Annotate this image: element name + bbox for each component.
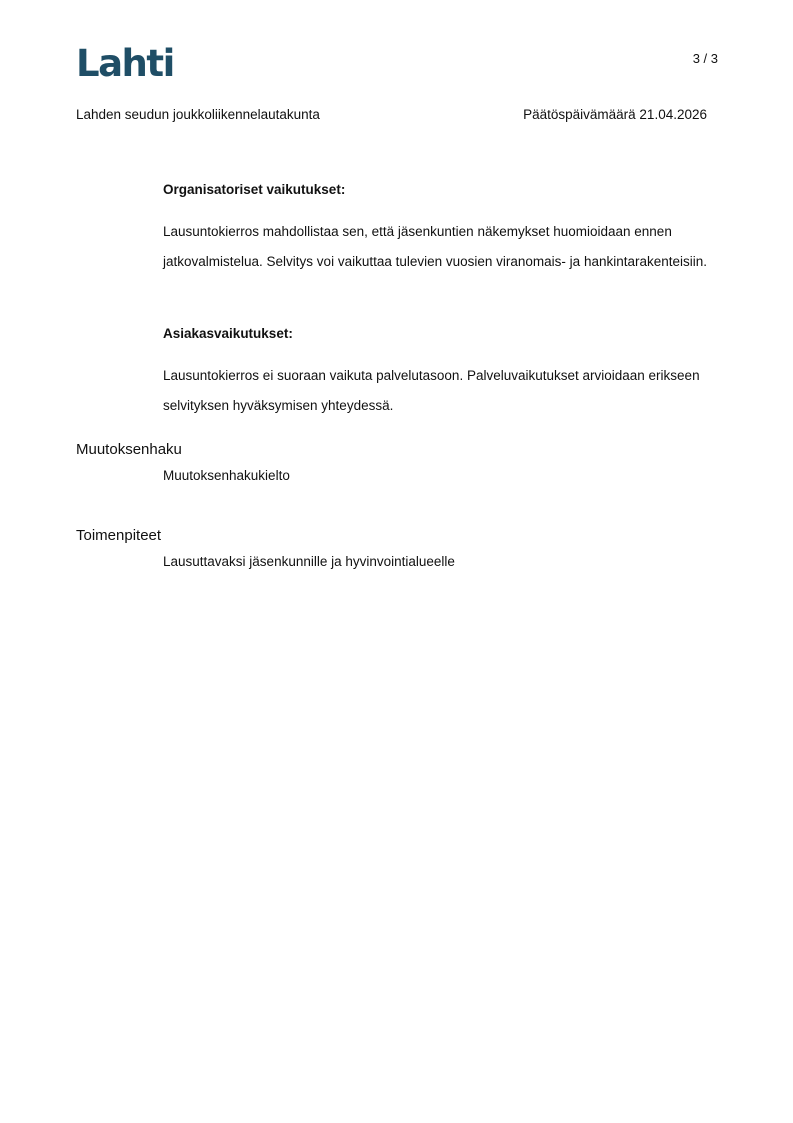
actions-text: Lausuttavaksi jäsenkunnille ja hyvinvointialueelle	[163, 554, 455, 569]
lahti-logo: Lahti	[76, 42, 174, 85]
organizational-impacts-heading: Organisatoriset vaikutukset:	[163, 182, 346, 197]
organization-name: Lahden seudun joukkoliikennelautakunta	[76, 107, 320, 122]
organizational-impacts-text: Lausuntokierros mahdollistaa sen, että jäsenkuntien näkemykset huomioidaan ennen jatkovalmistelua. Selvitys voi vaikuttaa tulevien vuosien viranomais- ja hankintarakenteisiin.	[163, 224, 708, 269]
customer-impacts-text: Lausuntokierros ei suoraan vaikuta palvelutasoon. Palveluvaikutukset arvioidaan erikseen selvityksen hyväksymisen yhteydessä.	[163, 368, 700, 413]
actions-heading: Toimenpiteet	[76, 527, 162, 544]
customer-impacts-heading: Asiakasvaikutukset:	[163, 326, 293, 341]
page-number: 3 / 3	[692, 51, 718, 66]
appeal-heading: Muutoksenhaku	[76, 441, 182, 458]
decision-date: Päätöspäivämäärä 21.04.2026	[523, 107, 707, 122]
appeal-text: Muutoksenhakukielto	[163, 468, 290, 483]
